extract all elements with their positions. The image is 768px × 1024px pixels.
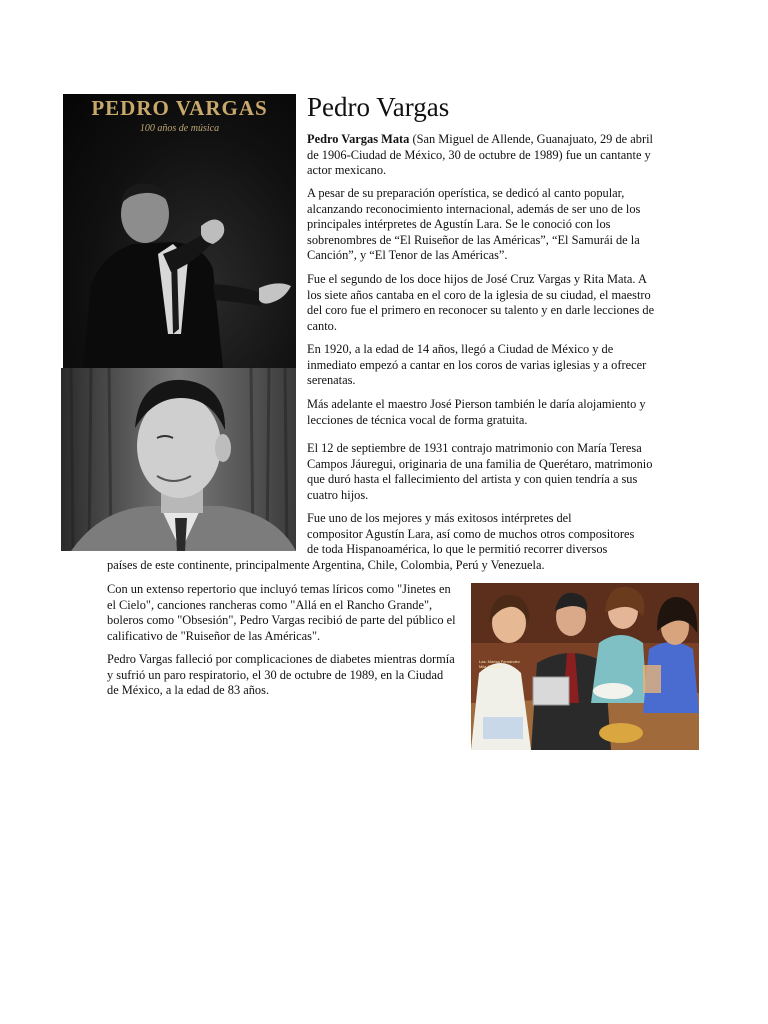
portrait-image [61,368,296,551]
paragraph-arrival-mexico: En 1920, a la edad de 14 años, llegó a Ciudad de México y de inmediato empezó a cantar en los coros de varias iglesias y a ofrecer serenatas. [307,342,647,388]
paragraph-line: compositor Agustín Lara, así como de muchos otros compositores [307,526,635,541]
paragraph-pierson: Más adelante el maestro José Pierson también le daría alojamiento y lecciones de técnica vocal de forma gratuita. [307,397,646,427]
album-cover-image [63,94,296,368]
paragraph-line: de toda Hispanoamérica, lo que le permitió recorrer diversos [307,542,608,557]
portrait-illustration [61,368,296,551]
paragraph-agustin-lara-lower [107,558,667,574]
paragraph-agustin-lara-upper [307,511,667,558]
paragraph-intro-text: (San Miguel de Allende, Guanajuato, 29 de abril de 1906-Ciudad de México, 30 de octubre de 1989) fue un cantante y actor mexicano. [307,132,653,178]
paragraph-death: Pedro Vargas falleció por complicaciones de diabetes mientras dormía y sufrió un paro respiratorio, el 30 de octubre de 1989, en la Ciudad de México, a la edad de 83 años. [107,652,455,698]
paragraph-repertoire: Con un extenso repertorio que incluyó temas líricos como "Jinetes en el Cielo", canciones rancheras como "Allá en el Rancho Grande", boleros como "Obsesión", Pedro Vargas recibió de parte del público el calificativo de "Ruiseñor de las Américas". [107,582,456,643]
paragraph-career: A pesar de su preparación operística, se dedicó al canto popular, alcanzando reconocimiento internacional, además de ser uno de los principales intérpretes de Agustín Lara. Se le conoció con los sobrenombres de “El Ruiseñor de las Américas”, “El Samurái de la Canción”, y “El Tenor de las Américas”. [307,186,641,263]
family-photo-caption: Las: Marisa Fernández Mila Clemente [479,659,520,669]
paragraph-childhood: Fue el segundo de los doce hijos de José Cruz Vargas y Rita Mata. A los siete años cantaba en el coro de la iglesia de su ciudad, el maestro del coro fue el primero en reconocer su talento y en darle lecciones de canto. [307,272,655,333]
paragraph-intro [307,132,667,179]
album-cover-subtitle: 100 años de música [139,123,220,134]
page-title: Pedro Vargas [307,92,450,122]
paragraph-marriage: El 12 de septiembre de 1931 contrajo matrimonio con María Teresa Campos Jáuregui, originaria de una familia de Querétaro, matrimonio que duró hasta el fallecimiento del artista y con quien tendría a sus cuatro hijos. [307,441,653,502]
album-cover-title: PEDRO VARGAS [91,96,268,120]
paragraph-line: Fue uno de los mejores y más exitosos intérpretes del [307,511,572,525]
album-cover-illustration [63,94,296,368]
paragraph-line: países de este continente, principalmente Argentina, Chile, Colombia, Perú y Venezuela. [107,558,545,572]
paragraph-intro-name: Pedro Vargas Mata [307,132,410,146]
family-photo-image [471,583,699,750]
